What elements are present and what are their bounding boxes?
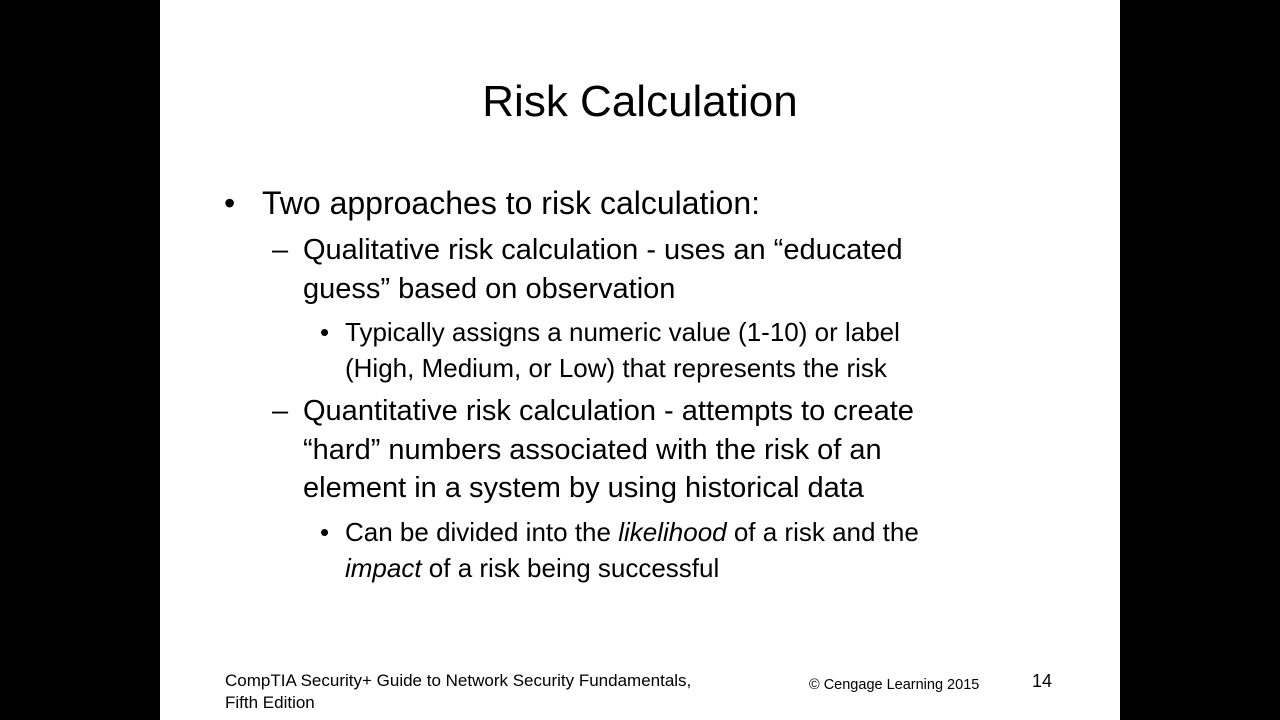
text-line: guess” based on observation bbox=[303, 272, 676, 305]
emphasis-likelihood: likelihood bbox=[618, 517, 727, 547]
text-line: Typically assigns a numeric value (1-10) or label bbox=[345, 317, 900, 347]
text-line: (High, Medium, or Low) that represents the risk bbox=[345, 353, 887, 383]
bullet-marker: • bbox=[320, 517, 330, 547]
text-line: “hard” numbers associated with the risk of an bbox=[303, 433, 882, 466]
text-line: Quantitative risk calculation - attempts to create bbox=[303, 395, 914, 427]
text-line: Qualitative risk calculation - uses an “educated bbox=[303, 234, 903, 266]
page-number: 14 bbox=[1032, 671, 1053, 691]
text-line: element in a system by using historical data bbox=[303, 472, 864, 504]
qualitative-detail bbox=[345, 314, 900, 386]
text-line bbox=[345, 550, 919, 586]
text-line bbox=[345, 514, 919, 550]
text-line: CompTIA Security+ Guide to Network Security Fundamentals, bbox=[225, 671, 692, 690]
emphasis-impact: impact bbox=[345, 553, 422, 583]
bullet-two-approaches: Two approaches to risk calculation: bbox=[262, 185, 761, 221]
dash-marker: – bbox=[272, 395, 289, 427]
quantitative-item bbox=[303, 392, 914, 508]
slide bbox=[160, 0, 1120, 720]
bullet-marker: • bbox=[320, 317, 330, 347]
text: Can be divided into the bbox=[345, 517, 619, 547]
dash-marker: – bbox=[272, 234, 289, 266]
qualitative-item bbox=[303, 231, 903, 308]
quantitative-detail bbox=[345, 514, 919, 586]
bullet-marker: • bbox=[224, 185, 236, 221]
footer-copyright: © Cengage Learning 2015 bbox=[809, 677, 980, 693]
footer-book-title bbox=[225, 670, 691, 714]
text-line: Fifth Edition bbox=[225, 693, 315, 712]
text: of a risk being successful bbox=[421, 553, 720, 583]
text: of a risk and the bbox=[726, 517, 919, 547]
slide-title: Risk Calculation bbox=[482, 77, 798, 126]
